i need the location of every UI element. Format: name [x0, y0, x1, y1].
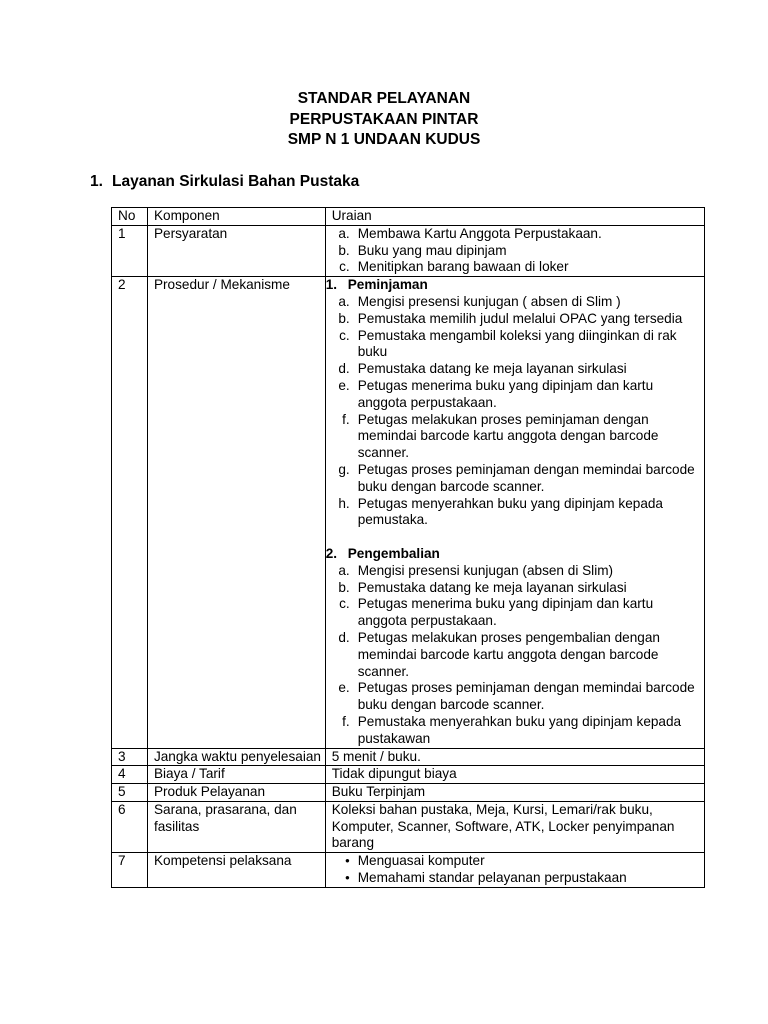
- table-row: [112, 784, 705, 802]
- row-komponen: Prosedur / Mekanisme: [147, 277, 325, 748]
- peminjaman-title: Peminjaman: [347, 277, 428, 293]
- row-komponen: Jangka waktu penyelesaian: [147, 748, 325, 766]
- list-text: Pemustaka datang ke meja layanan sirkulasi: [357, 361, 627, 377]
- table-row: [112, 748, 705, 766]
- list-text: Memahami standar pelayanan perpustakaan: [357, 870, 627, 886]
- list-item: [332, 714, 704, 748]
- list-item: [332, 243, 704, 260]
- table-row: [112, 277, 705, 748]
- list-item: [332, 563, 704, 580]
- pengembalian-number: 2.: [325, 545, 338, 561]
- section-heading: [90, 173, 359, 191]
- list-item: [332, 680, 704, 714]
- list-marker: b.: [338, 310, 350, 326]
- pengembalian-title: Pengembalian: [347, 545, 440, 561]
- list-marker: f.: [342, 713, 350, 729]
- table-header-row: [112, 208, 705, 226]
- title-line-2: PERPUSTAKAAN PINTAR: [289, 110, 479, 128]
- table-row: [112, 801, 705, 852]
- list-item: [332, 596, 704, 630]
- list-marker: a.: [338, 293, 350, 309]
- list-item: [332, 294, 704, 311]
- row-number: 2: [112, 277, 148, 748]
- row-number: 7: [112, 853, 148, 888]
- list-marker: e.: [338, 377, 350, 393]
- row-komponen: Sarana, prasarana, dan fasilitas: [147, 801, 325, 852]
- list-marker: c.: [339, 327, 350, 343]
- row-number: 3: [112, 748, 148, 766]
- list-item: [332, 853, 704, 870]
- title-line-3: SMP N 1 UNDAAN KUDUS: [287, 131, 481, 148]
- list-item: [332, 226, 704, 243]
- list-marker: c.: [339, 259, 350, 275]
- service-standard-table: [111, 207, 705, 888]
- section-number: 1.: [90, 173, 103, 190]
- list-marker: a.: [338, 225, 350, 241]
- peminjaman-number: 1.: [325, 277, 338, 293]
- list-text: Pemustaka datang ke meja layanan sirkulasi: [357, 579, 627, 595]
- section-title: Layanan Sirkulasi Bahan Pustaka: [112, 173, 360, 190]
- table-row: [112, 853, 705, 888]
- header-komponen: Komponen: [147, 208, 325, 226]
- list-text: Pemustaka mengambil koleksi yang diinginkan di rak buku: [357, 327, 677, 360]
- row-uraian: Tidak dipungut biaya: [325, 766, 704, 784]
- list-text: Pemustaka memilih judul melalui OPAC yang tersedia: [357, 310, 683, 326]
- list-marker: •: [345, 870, 350, 886]
- title-line-1: STANDAR PELAYANAN: [297, 90, 471, 107]
- row-uraian: [325, 853, 704, 888]
- list-text: Pemustaka menyerahkan buku yang dipinjam kepada pustakawan: [357, 713, 682, 746]
- row-uraian: [325, 225, 704, 276]
- list-marker: h.: [338, 495, 350, 511]
- list-marker: d.: [338, 629, 350, 645]
- list-text: Buku yang mau dipinjam: [357, 242, 507, 258]
- list-text: Mengisi presensi kunjugan (absen di Slim): [357, 562, 614, 578]
- persyaratan-list: [332, 226, 704, 276]
- row-uraian: Buku Terpinjam: [325, 784, 704, 802]
- list-marker: b.: [338, 579, 350, 595]
- list-item: [332, 328, 704, 362]
- list-item: [332, 462, 704, 496]
- list-item: [332, 580, 704, 597]
- list-marker: f.: [342, 411, 350, 427]
- row-uraian: [325, 277, 704, 748]
- list-marker: d.: [338, 361, 350, 377]
- list-text: Petugas menerima buku yang dipinjam dan kartu anggota perpustakaan.: [357, 377, 654, 410]
- list-marker: c.: [339, 596, 350, 612]
- list-item: [332, 630, 704, 680]
- list-marker: g.: [338, 461, 350, 477]
- list-text: Menitipkan barang bawaan di loker: [357, 259, 569, 275]
- row-number: 1: [112, 225, 148, 276]
- list-marker: b.: [338, 242, 350, 258]
- row-number: 5: [112, 784, 148, 802]
- list-item: [332, 259, 704, 276]
- list-text: Petugas melakukan proses peminjaman dengan memindai barcode kartu anggota dengan barcode scanner.: [357, 411, 659, 461]
- list-text: Petugas melakukan proses pengembalian dengan memindai barcode kartu anggota dengan barcode scanner.: [357, 629, 660, 679]
- peminjaman-heading: [326, 277, 704, 294]
- table-row: [112, 766, 705, 784]
- list-text: Petugas menyerahkan buku yang dipinjam kepada pemustaka.: [357, 495, 663, 528]
- pengembalian-heading: [326, 546, 704, 563]
- kompetensi-list: [332, 853, 704, 887]
- table-row: [112, 225, 705, 276]
- pengembalian-list: [332, 563, 704, 748]
- row-number: 6: [112, 801, 148, 852]
- row-uraian: Koleksi bahan pustaka, Meja, Kursi, Lemari/rak buku, Komputer, Scanner, Software, ATK, Locker penyimpanan barang: [325, 801, 704, 852]
- list-item: [332, 870, 704, 887]
- list-text: Membawa Kartu Anggota Perpustakaan.: [357, 225, 602, 241]
- list-item: [332, 311, 704, 328]
- list-item: [332, 412, 704, 462]
- list-item: [332, 496, 704, 530]
- list-text: Petugas proses peminjaman dengan memindai barcode buku dengan barcode scanner.: [357, 461, 695, 494]
- peminjaman-list: [332, 294, 704, 529]
- list-text: Mengisi presensi kunjugan ( absen di Slim ): [357, 293, 621, 309]
- row-number: 4: [112, 766, 148, 784]
- row-komponen: Persyaratan: [147, 225, 325, 276]
- row-komponen: Kompetensi pelaksana: [147, 853, 325, 888]
- row-komponen: Produk Pelayanan: [147, 784, 325, 802]
- list-marker: a.: [338, 562, 350, 578]
- header-no: No: [112, 208, 148, 226]
- row-komponen: Biaya / Tarif: [147, 766, 325, 784]
- list-item: [332, 361, 704, 378]
- header-uraian: Uraian: [325, 208, 704, 226]
- list-marker: e.: [338, 680, 350, 696]
- row-uraian: 5 menit / buku.: [325, 748, 704, 766]
- list-marker: •: [345, 853, 350, 869]
- list-item: [332, 378, 704, 412]
- list-text: Menguasai komputer: [357, 853, 485, 869]
- list-text: Petugas proses peminjaman dengan memindai barcode buku dengan barcode scanner.: [357, 680, 695, 713]
- document-title: [0, 89, 768, 151]
- list-text: Petugas menerima buku yang dipinjam dan kartu anggota perpustakaan.: [357, 596, 654, 629]
